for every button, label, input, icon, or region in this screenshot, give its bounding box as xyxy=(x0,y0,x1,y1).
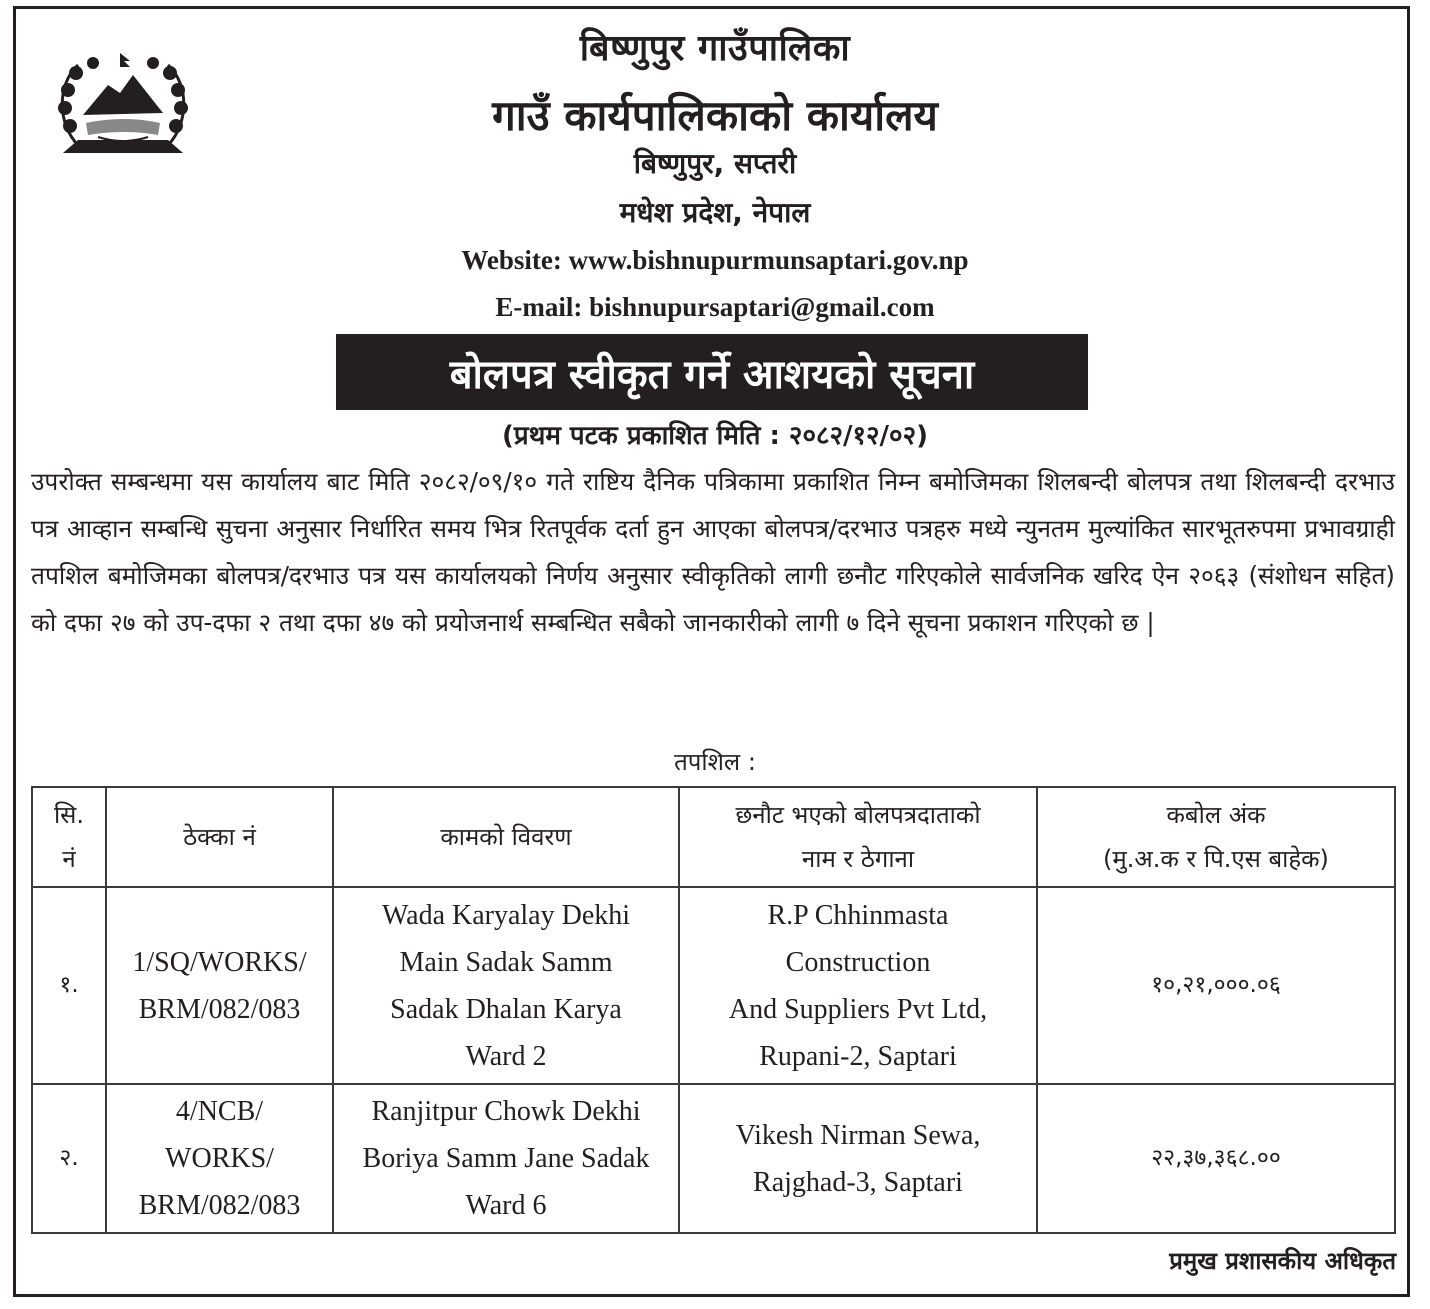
cell-line: Ward 2 xyxy=(465,1040,547,1072)
header-text: कबोल अंक xyxy=(1166,801,1266,829)
notice-body: उपरोक्त सम्बन्धमा यस कार्यालय बाट मिति २०८२/०९/१० गते राष्टिय दैनिक पत्रिकामा प्रकाशित निम्न बमोजिमका शिलबन्दी बोलपत्र तथा शिलबन्दी दरभाउ पत्र आव्हान सम्बन्धि सुचना अनुसार निर्धारित समय भित्र रितपूर्वक दर्ता हुन आएका बोलपत्र/दरभाउ पत्रहरु मध्ये न्युनतम मुल्यांकित सारभूतरुपमा प्रभावग्राही तपशिल बमोजिमका बोलपत्र/दरभाउ पत्र यस कार्यालयको निर्णय अनुसार स्वीकृतिको लागी छनौट गरिएकोले सार्वजनिक खरिद ऐन २०६३ (संशोधन सहित) को दफा २७ को उप-दफा २ तथा दफा ४७ को प्रयोजनार्थ सम्बन्धित सबैको जानकारीको लागी ७ दिने सूचना प्रकाशन गरिएको छ | xyxy=(31,467,1395,637)
cell-work-description xyxy=(333,887,679,1084)
office-name: गाउँ कार्यपालिकाको कार्यालय xyxy=(492,91,938,140)
first-published-date: (प्रथम पटक प्रकाशित मिति : २०८२/१२/०२) xyxy=(502,421,928,451)
cell-line: Boriya Samm Jane Sadak xyxy=(362,1143,650,1174)
cell-bid-amount: १०,२१,०००.०६ xyxy=(1037,887,1395,1084)
website-line xyxy=(0,245,1430,276)
table-header-row xyxy=(32,787,1395,887)
cell-line: Wada Karyalay Dekhi xyxy=(381,899,631,931)
email-line xyxy=(0,292,1430,323)
header-bidder-name-address xyxy=(679,787,1037,887)
header-text: (मु.अ.क र पि.एस बाहेक) xyxy=(1103,845,1329,873)
website-label: Website: xyxy=(461,245,562,275)
header-text: नं xyxy=(62,845,76,873)
header-text: ठेक्का नं xyxy=(183,823,256,851)
header-text: छनौट भएको बोलपत्रदाताको xyxy=(735,801,981,829)
signatory-title: प्रमुख प्रशासकीय अधिकृत xyxy=(1169,1247,1396,1275)
details-label: तपशिल : xyxy=(674,748,756,776)
cell-bidder xyxy=(679,887,1037,1084)
header-text: कामको विवरण xyxy=(440,823,572,851)
email-label: E-mail: xyxy=(495,292,583,322)
cell-work-description xyxy=(333,1084,679,1233)
cell-line: BRM/082/083 xyxy=(138,993,301,1025)
cell-line: Rupani-2, Saptari xyxy=(759,1040,957,1072)
table-row xyxy=(32,887,1395,1084)
cell-bidder xyxy=(679,1084,1037,1233)
cell-contract-no xyxy=(106,1084,333,1233)
municipality-name: बिष्णुपुर गाउँपालिका xyxy=(579,28,851,69)
header-text: सि. xyxy=(53,801,85,829)
email-link[interactable]: bishnupursaptari@gmail.com xyxy=(589,292,935,322)
cell-line: Ward 6 xyxy=(465,1190,547,1221)
cell-line: Construction xyxy=(785,946,931,978)
cell-line: WORKS/ xyxy=(165,1143,274,1174)
cell-line: R.P Chhinmasta xyxy=(767,899,949,931)
cell-line: Vikesh Nirman Sewa, xyxy=(735,1119,981,1151)
selected-bidders-table xyxy=(31,786,1396,1234)
cell-line: 4/NCB/ xyxy=(175,1096,264,1127)
website-link[interactable]: www.bishnupurmunsaptari.gov.np xyxy=(568,245,969,275)
cell-serial-no: १. xyxy=(32,887,106,1084)
cell-bid-amount: २२,३७,३६८.०० xyxy=(1037,1084,1395,1233)
cell-line: And Suppliers Pvt Ltd, xyxy=(728,993,988,1025)
office-location: बिष्णुपुर, सप्तरी xyxy=(633,147,797,180)
province-country: मधेश प्रदेश, नेपाल xyxy=(619,196,811,229)
header-work-description xyxy=(333,787,679,887)
cell-line: Sadak Dhalan Karya xyxy=(390,993,622,1025)
cell-line: 1/SQ/WORKS/ xyxy=(132,946,307,978)
cell-contract-no xyxy=(106,887,333,1084)
cell-line: BRM/082/083 xyxy=(138,1190,301,1221)
notice-title-banner xyxy=(336,334,1088,410)
header-text: नाम र ठेगाना xyxy=(801,845,915,873)
notice-title: बोलपत्र स्वीकृत गर्ने आशयको सूचना xyxy=(449,351,975,398)
cell-line: Ranjitpur Chowk Dekhi xyxy=(371,1096,641,1127)
header-serial-no xyxy=(32,787,106,887)
cell-serial-no: २. xyxy=(32,1084,106,1233)
table-row xyxy=(32,1084,1395,1233)
header-contract-no xyxy=(106,787,333,887)
header-bid-amount xyxy=(1037,787,1395,887)
cell-line: Rajghad-3, Saptari xyxy=(753,1166,963,1198)
cell-line: Main Sadak Samm xyxy=(399,946,613,978)
